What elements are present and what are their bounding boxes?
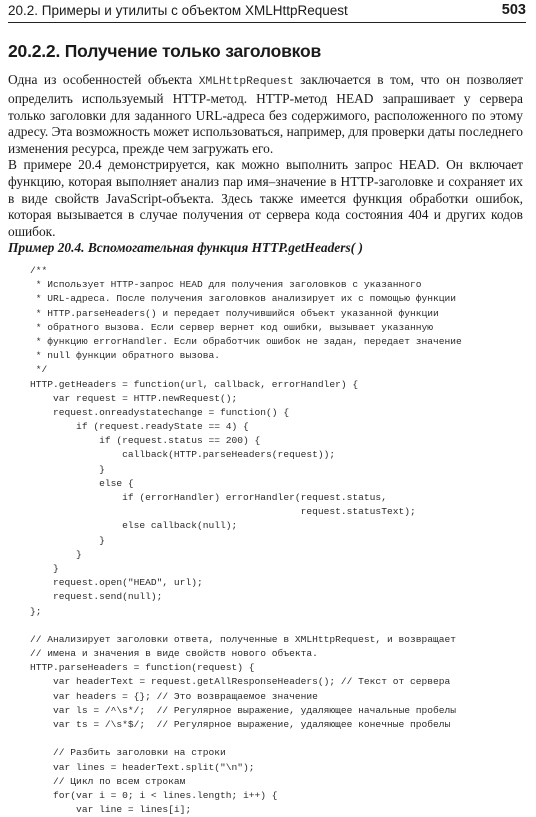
code-line: else callback(null); [30,520,238,532]
running-header-title: 20.2. Примеры и утилиты с объектом XMLHttpRequest [8,3,348,18]
code-line: * URL-адреса. После получения заголовков анализирует их с помощью функции [30,293,457,305]
code-line: */ [30,364,48,376]
code-line: var lines = headerText.split("\n"); [30,761,255,773]
example-description-paragraph: В примере 20.4 демонстрируется, как можно выполнить запрос HEAD. Он включает функцию, которая выполняет анализ пар имя–значение в HTTP-заголовке и сохраняет их в виде свойств JavaScript-объекта. Здесь также имеется функция обработки ошибок, которая вызывается в случае получения от сервера кода состояния 404 и других кодов ошибок. [8,157,523,240]
code-line: var headerText = request.getAllResponseHeaders(); // Текст от сервера [30,676,451,688]
intro-paragraph-end: заключается в том, что он позволяет определить используемый HTTP-метод. HTTP-метод HEAD запрашивает у сервера только заголовки для заданного URL-адреса без содержимого, расположенного по этому адресу. Эта возможность может использоваться, например, для проверки даты последнего изменения ресурса, прежде чем загружать его. [8,72,523,157]
section-heading: 20.2.2. Получение только заголовков [8,41,322,61]
code-line: /** [30,265,48,276]
page-number: 503 [501,2,526,18]
code-line: }; [30,605,42,617]
code-line: } [30,463,105,475]
code-line: // Цикл по всем строкам [30,775,186,787]
running-header [8,0,526,23]
code-line: } [30,534,105,546]
code-line: // Анализирует заголовки ответа, полученные в XMLHttpRequest, и возвращает [30,633,457,645]
code-line: request.send(null); [30,591,163,603]
inline-code-term: XMLHttpRequest [198,76,294,88]
code-line: var ls = /^\s*/; // Регулярное выражение, удаляющее начальные пробелы [30,704,457,716]
code-line: else { [30,477,134,489]
code-line [30,732,530,746]
code-line [30,619,530,633]
code-line: var line = lines[i]; [30,804,192,816]
code-line: * обратного вызова. Если сервер вернет код ошибки, вызывает указанную [30,321,434,333]
code-line: var ts = /\s*$/; // Регулярное выражение, удаляющее конечные пробелы [30,719,451,730]
code-line: HTTP.getHeaders = function(url, callback, errorHandler) { [30,378,359,390]
code-line: for(var i = 0; i < lines.length; i++) { [30,789,278,801]
example-caption: Пример 20.4. Вспомогательная функция HTTP.getHeaders( ) [8,240,363,255]
code-listing [30,264,530,817]
code-line: HTTP.parseHeaders = function(request) { [30,662,255,674]
intro-paragraph-start: Одна из особенностей объекта [8,72,199,87]
code-line: * функцию errorHandler. Если обработчик ошибок не задан, передает значение [30,335,462,347]
code-line: var request = HTTP.newRequest(); [30,392,238,404]
code-line: * null функции обратного вызова. [30,350,220,362]
code-line: if (request.readyState == 4) { [30,421,249,433]
code-line: * Использует HTTP-запрос HEAD для получения заголовков с указанного [30,279,422,291]
intro-paragraph [8,72,523,158]
code-line: request.open("HEAD", url); [30,577,203,589]
code-line: request.statusText); [30,506,416,518]
code-line: var headers = {}; // Это возвращаемое значение [30,690,318,702]
code-line: // Разбить заголовки на строки [30,747,226,759]
code-line: callback(HTTP.parseHeaders(request)); [30,449,336,461]
code-line: if (request.status == 200) { [30,435,261,447]
code-line: // имена и значения в виде свойств нового объекта. [30,648,318,660]
code-line: } [30,562,59,574]
code-line: * HTTP.parseHeaders() и передает получившийся объект указанной функции [30,307,439,319]
code-line: } [30,548,82,560]
code-line: request.onreadystatechange = function() { [30,406,290,418]
code-line: if (errorHandler) errorHandler(request.status, [30,492,387,503]
